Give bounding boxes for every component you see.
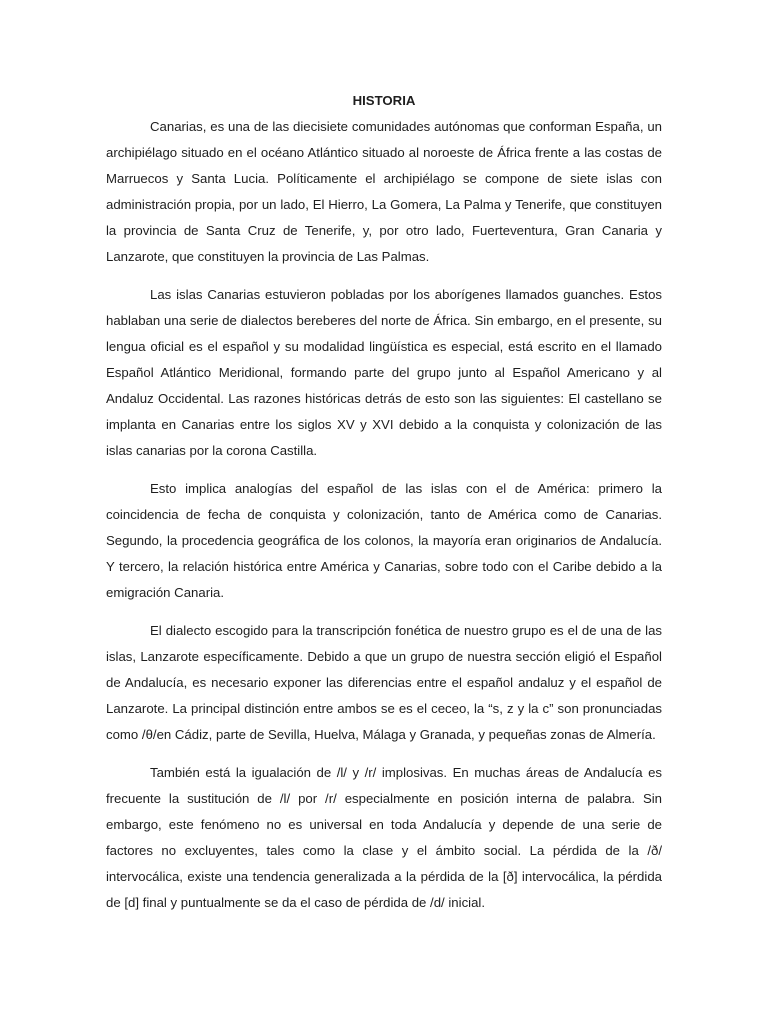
document-page [106, 88, 662, 916]
paragraph-5: También está la igualación de /l/ y /r/ implosivas. En muchas áreas de Andalucía es frecuente la sustitución de /l/ por /r/ especialmente en posición interna de palabra. Sin embargo, este fenómeno no es universal en toda Andalucía y depende de una serie de factores no excluyentes, tales como la clase y el ámbito social. La pérdida de la /ð/ intervocálica, existe una tendencia generalizada a la pérdida de la [ð] intervocálica, la pérdida de [d] final y puntualmente se da el caso de pérdida de /d/ inicial. [106, 765, 662, 910]
paragraph-4: El dialecto escogido para la transcripción fonética de nuestro grupo es el de una de las islas, Lanzarote específicamente. Debido a que un grupo de nuestra sección eligió el Español de Andalucía, es necesario exponer las diferencias entre el español andaluz y el español de Lanzarote. La principal distinción entre ambos se es el ceceo, la “s, z y la c” son pronunciadas como /θ/en Cádiz, parte de Sevilla, Huelva, Málaga y Granada, y pequeñas zonas de Almería. [106, 623, 662, 742]
paragraph-1: Canarias, es una de las diecisiete comunidades autónomas que conforman España, un archipiélago situado en el océano Atlántico situado al noroeste de África frente a las costas de Marruecos y Santa Lucia. Políticamente el archipiélago se compone de siete islas con administración propia, por un lado, El Hierro, La Gomera, La Palma y Tenerife, que constituyen la provincia de Santa Cruz de Tenerife, y, por otro lado, Fuerteventura, Gran Canaria y Lanzarote, que constituyen la provincia de Las Palmas. [106, 119, 662, 264]
paragraph-3: Esto implica analogías del español de las islas con el de América: primero la coincidencia de fecha de conquista y colonización, tanto de América como de Canarias. Segundo, la procedencia geográfica de los colonos, la mayoría eran originarios de Andalucía. Y tercero, la relación histórica entre América y Canarias, sobre todo con el Caribe debido a la emigración Canaria. [106, 481, 662, 600]
document-title: HISTORIA [352, 93, 416, 108]
paragraph-2: Las islas Canarias estuvieron pobladas por los aborígenes llamados guanches. Estos hablaban una serie de dialectos bereberes del norte de África. Sin embargo, en el presente, su lengua oficial es el español y su modalidad lingüística es especial, está escrito en el llamado Español Atlántico Meridional, formando parte del grupo junto al Español Americano y al Andaluz Occidental. Las razones históricas detrás de esto son las siguientes: El castellano se implanta en Canarias entre los siglos XV y XVI debido a la conquista y colonización de las islas canarias por la corona Castilla. [106, 287, 662, 458]
